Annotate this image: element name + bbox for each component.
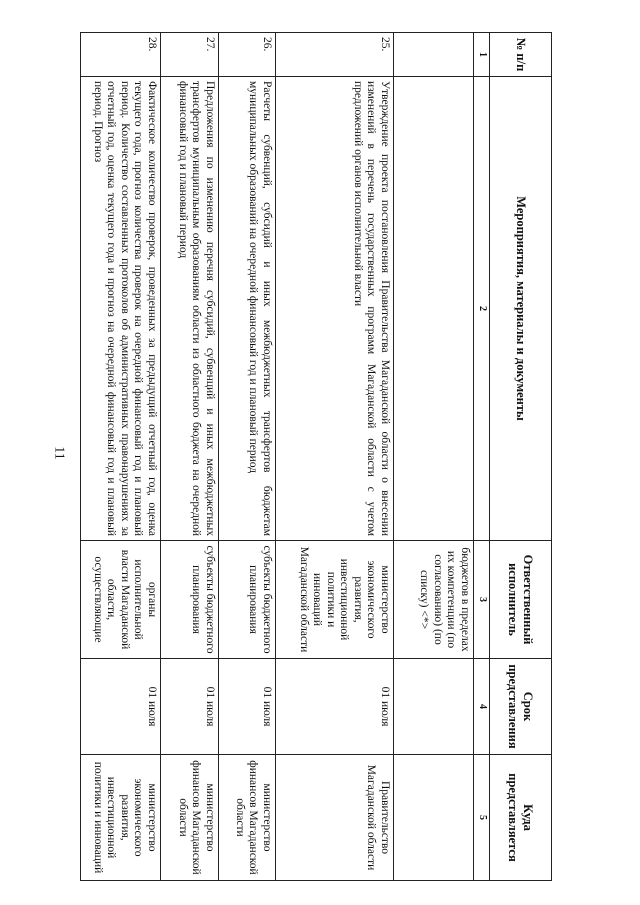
page-number: 11 [51,446,67,460]
row-deadline [394,659,474,755]
column-number: 1 [474,33,490,77]
row-executor: органы исполнительной власти Магаданской области, осуществляющие [81,541,161,659]
row-num [394,33,474,77]
row-num: 25. [276,33,394,77]
row-executor: бюджетов в пределах их компетенции (по согласованию) (по списку) <*> [394,541,474,659]
row-executor: министерство экономического развития, инвестиционной политики и инноваций Магаданской области [276,541,394,659]
row-text: Предложения по изменению перечня субсидий, субвенций и иных межбюджетных трансфертов муниципальным образованиям области из областного бюджета на очередной финансовый год и плановый период [161,77,219,541]
column-number-row [474,33,490,881]
header-executor: Ответственный исполнитель [490,541,552,659]
table-row [161,33,219,881]
row-num: 27. [161,33,219,77]
row-deadline: 01 июля [219,659,276,755]
header-deadline: Срок представления [490,659,552,755]
row-executor: субъекты бюджетного планирования [161,541,219,659]
row-destination: министерство финансов Магаданской области [219,755,276,881]
row-text [394,77,474,541]
row-text: Расчеты субвенций, субсидий и иных межбюджетных трансфертов бюджетам муниципальных образований на очередной финансовый год и плановый период [219,77,276,541]
table-row [276,33,394,881]
column-number: 4 [474,659,490,755]
table-row-continuation [394,33,474,881]
events-table [80,32,552,881]
row-executor: субъекты бюджетного планирования [219,541,276,659]
row-deadline: 01 июля [161,659,219,755]
table-header-row [490,33,552,881]
row-num: 28. [81,33,161,77]
rotated-page-content [80,32,552,880]
row-num: 26. [219,33,276,77]
header-destination: Куда представляется [490,755,552,881]
row-text: Утверждение проекта постановления Правительства Магаданской области о внесении изменений в перечень государственных программ Магаданской области с учетом предложений органов исполнительной власти [276,77,394,541]
table-row [219,33,276,881]
header-num: № п/п [490,33,552,77]
row-destination: Правительство Магаданской области [276,755,394,881]
header-events: Мероприятия, материалы и документы [490,77,552,541]
row-text: Фактическое количество проверок, проведенных за предыдущий отчетный год, оценка текущего года, прогноз количества проверок на очередной финансовый год и плановый период. Количество составленных протоколов об административных правонарушениях за отчетный год, оценка текущего года и прогноз на очередной финансовый год и плановый период. Прогноз [81,77,161,541]
row-deadline: 01 июля [81,659,161,755]
row-deadline: 01 июля [276,659,394,755]
table-row [81,33,161,881]
row-destination [394,755,474,881]
column-number: 3 [474,541,490,659]
column-number: 5 [474,755,490,881]
row-destination: министерство финансов Магаданской области [161,755,219,881]
column-number: 2 [474,77,490,541]
row-destination: министерство экономического развития, инвестиционной политики и инноваций [81,755,161,881]
